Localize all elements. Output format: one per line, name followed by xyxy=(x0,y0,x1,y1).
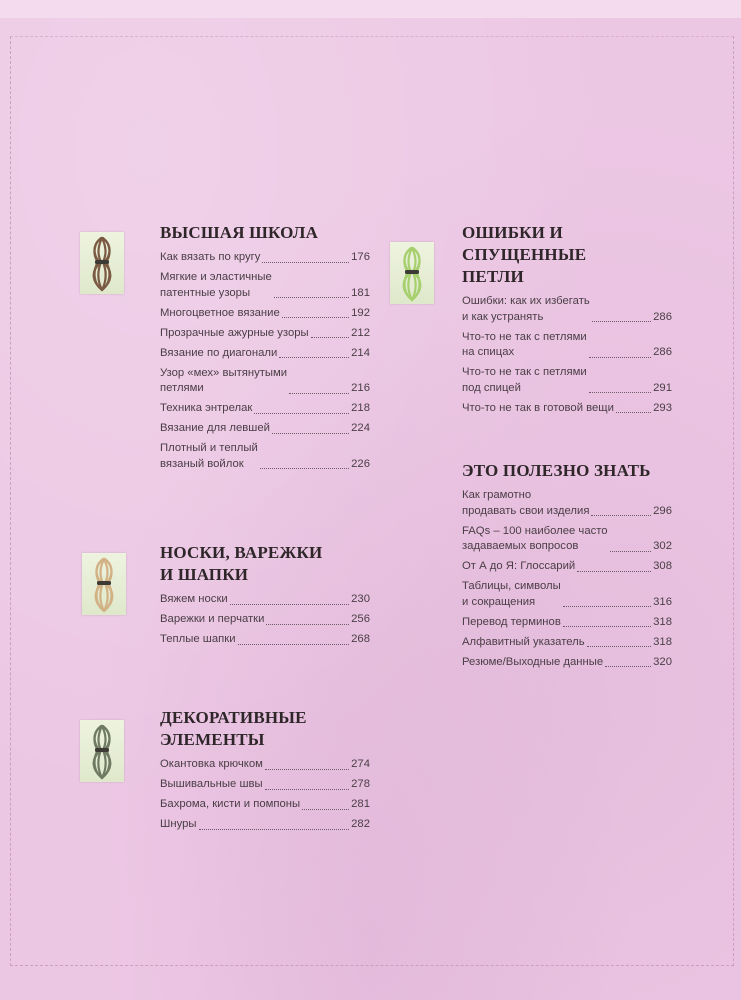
dot-leader xyxy=(274,297,349,298)
toc-section-useful xyxy=(462,460,672,675)
toc-section-mistakes xyxy=(462,222,672,421)
section-title: ВЫСШАЯ ШКОЛА xyxy=(160,223,319,242)
toc-entry-title: Теплые шапки xyxy=(160,633,236,645)
dot-leader xyxy=(616,412,651,413)
yarn-tie xyxy=(95,748,109,752)
toc-entry[interactable] xyxy=(160,401,370,417)
dot-leader xyxy=(265,769,349,770)
dot-leader xyxy=(265,789,350,790)
yarn-skein-drawing xyxy=(390,242,434,304)
toc-entry-title: Плотный и теплый вязаный войлок xyxy=(160,442,258,470)
toc-entry-title: Таблицы, символы и сокращения xyxy=(462,580,561,608)
dot-leader xyxy=(282,317,349,318)
toc-entry[interactable] xyxy=(160,817,370,833)
toc-entry-title: Техника энтрелак xyxy=(160,402,253,414)
toc-entry[interactable] xyxy=(160,757,370,773)
dot-leader xyxy=(279,357,349,358)
toc-entry-page: 320 xyxy=(653,655,672,668)
toc-entry-title: Перевод терминов xyxy=(462,615,561,628)
toc-entry-page: 281 xyxy=(351,798,370,810)
toc-entry-title: Окантовка крючком xyxy=(160,758,263,770)
dot-leader xyxy=(589,357,651,358)
toc-entry-title: Прозрачные ажурные узоры xyxy=(160,326,309,339)
lime-yarn-skein-icon xyxy=(390,242,434,304)
toc-entry-page: 256 xyxy=(351,613,370,625)
dot-leader xyxy=(591,515,651,516)
toc-entry[interactable] xyxy=(160,346,370,362)
toc-entry[interactable] xyxy=(462,365,672,396)
toc-entry-title: Как грамотно продавать свои изделия xyxy=(462,489,590,517)
toc-entry-page: 278 xyxy=(351,778,370,790)
toc-entry-title: Резюме/Выходные данные xyxy=(462,655,604,668)
dot-leader xyxy=(238,644,350,645)
toc-entry[interactable] xyxy=(462,615,672,631)
toc-entry[interactable] xyxy=(462,655,672,671)
toc-entry[interactable] xyxy=(160,366,370,397)
toc-entry-title: FAQs – 100 наиболее часто задаваемых вопросов xyxy=(462,524,608,552)
toc-entry[interactable] xyxy=(160,612,370,628)
toc-entry[interactable] xyxy=(462,524,672,555)
yarn-skein-drawing xyxy=(82,553,126,615)
gray-green-yarn-skein-icon xyxy=(80,720,124,782)
toc-entries xyxy=(160,592,370,648)
toc-entry-title: Вязание по диагонали xyxy=(160,346,278,359)
dot-leader xyxy=(592,321,651,322)
toc-entry-page: 192 xyxy=(351,306,370,319)
section-title: ЭТО ПОЛЕЗНО ЗНАТЬ xyxy=(462,461,651,480)
toc-entry-page: 318 xyxy=(653,615,672,628)
toc-entry[interactable] xyxy=(160,270,370,301)
yarn-tie xyxy=(95,260,109,264)
toc-entries xyxy=(160,250,370,472)
toc-section-advanced xyxy=(160,222,370,477)
dot-leader xyxy=(230,604,349,605)
toc-entry-page: 296 xyxy=(653,504,672,517)
toc-entry-page: 218 xyxy=(351,402,370,414)
dot-leader xyxy=(563,626,651,627)
section-title: ОШИБКИ И СПУЩЕННЫЕ ПЕТЛИ xyxy=(462,223,587,286)
toc-entry-title: Мягкие и эластичные патентные узоры xyxy=(160,271,272,299)
toc-entry-title: Многоцветное вязание xyxy=(160,306,280,319)
dot-leader xyxy=(262,262,349,263)
toc-entry-page: 282 xyxy=(351,818,370,830)
toc-entry-page: 308 xyxy=(653,560,672,572)
toc-entry-title: Бахрома, кисти и помпоны xyxy=(160,798,301,810)
toc-entry-title: Вяжем носки xyxy=(160,593,228,605)
toc-entry[interactable] xyxy=(462,488,672,519)
toc-entry-page: 226 xyxy=(351,457,370,470)
toc-entries xyxy=(462,294,672,416)
toc-entry-page: 214 xyxy=(351,346,370,359)
toc-entry-page: 224 xyxy=(351,422,370,434)
dot-leader xyxy=(605,666,651,667)
toc-entry[interactable] xyxy=(462,559,672,575)
brown-yarn-skein-icon xyxy=(80,232,124,294)
toc-entry-title: Узор «мех» вытянутыми петлями xyxy=(160,366,288,394)
toc-entry-page: 212 xyxy=(351,326,370,339)
toc-entry-page: 230 xyxy=(351,593,370,605)
toc-entry-title: Варежки и перчатки xyxy=(160,613,265,625)
dot-leader xyxy=(589,392,651,393)
toc-entry-page: 302 xyxy=(653,540,672,552)
toc-entry-page: 268 xyxy=(351,633,370,645)
dot-leader xyxy=(254,413,349,414)
yarn-skein-drawing xyxy=(80,720,124,782)
toc-entry[interactable] xyxy=(160,326,370,342)
dot-leader xyxy=(260,468,349,469)
toc-entry-title: Как вязать по кругу xyxy=(160,251,261,263)
toc-entry-title: Что-то не так в готовой вещи xyxy=(462,401,614,414)
dot-leader xyxy=(199,829,350,830)
toc-entry-page: 181 xyxy=(351,286,370,299)
dot-leader xyxy=(587,646,652,647)
toc-entry-title: Вязание для левшей xyxy=(160,422,270,434)
yarn-skein-drawing xyxy=(80,232,124,294)
toc-entry[interactable] xyxy=(462,401,672,417)
toc-entry-title: Алфавитный указатель xyxy=(462,635,585,648)
toc-entry[interactable] xyxy=(160,441,370,472)
toc-entries xyxy=(160,757,370,833)
toc-entry-title: Шнуры xyxy=(160,818,197,830)
page-top-edge xyxy=(0,0,741,18)
toc-entry[interactable] xyxy=(160,777,370,793)
dot-leader xyxy=(577,571,651,572)
toc-entry-title: Вышивальные швы xyxy=(160,778,263,790)
toc-entry-page: 293 xyxy=(653,401,672,414)
toc-section-socks-mittens-hats xyxy=(160,542,370,652)
toc-entry[interactable] xyxy=(160,250,370,266)
toc-entry-page: 176 xyxy=(351,251,370,263)
toc-entry[interactable] xyxy=(462,294,672,325)
toc-entry-page: 286 xyxy=(653,310,672,323)
toc-entry[interactable] xyxy=(160,306,370,322)
dot-leader xyxy=(302,809,349,810)
dot-leader xyxy=(311,337,349,338)
toc-entry-title: Что-то не так с петлями на спицах xyxy=(462,330,587,358)
toc-entry-title: От А до Я: Глоссарий xyxy=(462,560,576,572)
dot-leader xyxy=(610,551,652,552)
toc-entry-title: Что-то не так с петлями под спицей xyxy=(462,366,587,394)
dot-leader xyxy=(289,393,349,394)
toc-entry-page: 316 xyxy=(653,595,672,608)
toc-entry-page: 216 xyxy=(351,382,370,394)
toc-entry-page: 291 xyxy=(653,381,672,394)
toc-entry[interactable] xyxy=(462,330,672,361)
beige-yarn-skein-icon xyxy=(82,553,126,615)
toc-entry-title: Ошибки: как их избегать и как устранять xyxy=(462,295,590,323)
toc-entry-page: 274 xyxy=(351,758,370,770)
toc-entry[interactable] xyxy=(462,635,672,651)
yarn-tie xyxy=(97,581,111,585)
dot-leader xyxy=(266,624,349,625)
toc-entry[interactable] xyxy=(462,579,672,610)
toc-entry[interactable] xyxy=(160,592,370,608)
yarn-tie xyxy=(405,270,419,274)
toc-entry-page: 318 xyxy=(653,635,672,648)
toc-section-decorative xyxy=(160,707,370,837)
dot-leader xyxy=(563,606,651,607)
toc-entry[interactable] xyxy=(160,632,370,648)
toc-entry[interactable] xyxy=(160,797,370,813)
toc-entry[interactable] xyxy=(160,421,370,437)
section-title: ДЕКОРАТИВНЫЕ ЭЛЕМЕНТЫ xyxy=(160,708,307,749)
toc-entry-page: 286 xyxy=(653,346,672,358)
toc-entries xyxy=(462,488,672,670)
dot-leader xyxy=(272,433,349,434)
section-title: НОСКИ, ВАРЕЖКИ И ШАПКИ xyxy=(160,543,323,584)
